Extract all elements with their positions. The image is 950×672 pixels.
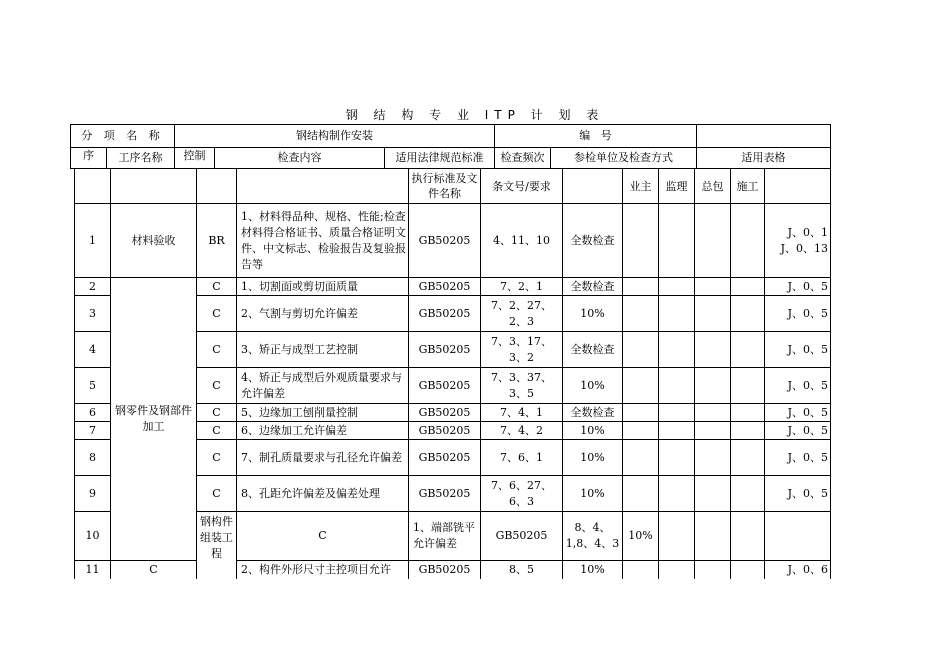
row-owner xyxy=(623,278,659,296)
sub-general: 总包 xyxy=(695,169,731,204)
row-constructor xyxy=(731,296,765,332)
sub-empty xyxy=(237,169,409,204)
col-freq: 检查频次 xyxy=(495,148,551,169)
row-std: GB50205 xyxy=(481,512,563,561)
row-freq: 10% xyxy=(563,296,623,332)
group-label: 材料验收 xyxy=(111,204,197,278)
row-form: J、0、6 xyxy=(765,561,831,579)
row-general xyxy=(695,476,731,512)
group-label: 钢零件及钢部件加工 xyxy=(111,278,197,561)
sub-clause: 条文号/要求 xyxy=(481,169,563,204)
row-supervisor xyxy=(659,368,695,404)
row-form: J、0、5 xyxy=(765,440,831,476)
row-seq: 11 xyxy=(75,561,111,579)
row-freq: 全数检查 xyxy=(563,404,623,422)
row-ctrl: C xyxy=(197,278,237,296)
value-bh xyxy=(697,125,831,148)
row-form: J、0、5 xyxy=(765,332,831,368)
row-seq: 9 xyxy=(75,476,111,512)
row-supervisor xyxy=(659,332,695,368)
row-std: GB50205 xyxy=(409,440,481,476)
row-std: GB50205 xyxy=(409,561,481,579)
row-clause: 7、4、1 xyxy=(481,404,563,422)
row-freq: 全数检查 xyxy=(563,332,623,368)
row-std: GB50205 xyxy=(409,204,481,278)
row-ctrl: C xyxy=(197,332,237,368)
col-units: 参检单位及检查方式 xyxy=(551,148,697,169)
page-title: 钢 结 构 专 业 ITP 计 划 表 xyxy=(345,108,605,122)
row-std: GB50205 xyxy=(409,296,481,332)
row-ctrl: C xyxy=(197,368,237,404)
row-freq: 10% xyxy=(563,440,623,476)
row-general xyxy=(695,332,731,368)
col-form: 适用表格 xyxy=(697,148,831,169)
row-owner xyxy=(623,422,659,440)
col-standard: 适用法律规范标准 xyxy=(385,148,495,169)
row-general xyxy=(695,204,731,278)
row-general xyxy=(695,422,731,440)
sub-owner: 业主 xyxy=(623,169,659,204)
row-content: 1、端部铣平允许偏差 xyxy=(409,512,481,561)
row-freq: 全数检查 xyxy=(563,278,623,296)
row-clause: 8、5 xyxy=(481,561,563,579)
row-supervisor xyxy=(659,561,695,579)
row-content: 5、边缘加工刨削量控制 xyxy=(237,404,409,422)
row-form: J、0、5 xyxy=(765,278,831,296)
row-ctrl: C xyxy=(197,404,237,422)
row-freq: 10% xyxy=(563,476,623,512)
row-constructor xyxy=(731,476,765,512)
row-supervisor xyxy=(659,204,695,278)
row-form: J、0、5 xyxy=(765,404,831,422)
row-seq: 2 xyxy=(75,278,111,296)
row-owner xyxy=(623,404,659,422)
row-std: GB50205 xyxy=(409,278,481,296)
row-constructor xyxy=(731,368,765,404)
row-content: 2、构件外形尺寸主控项目允许 xyxy=(237,561,409,579)
row-supervisor xyxy=(695,512,731,561)
itp-table xyxy=(74,168,831,579)
row-constructor xyxy=(731,422,765,440)
row-supervisor xyxy=(659,404,695,422)
sub-std-file: 执行标准及文件名称 xyxy=(409,169,481,204)
row-general xyxy=(695,440,731,476)
col-ctrl: 控制 xyxy=(175,148,215,169)
row-supervisor xyxy=(659,440,695,476)
row-ctrl: C xyxy=(111,561,197,579)
row-content: 4、矫正与成型后外观质量要求与允许偏差 xyxy=(237,368,409,404)
row-content: 1、材料得品种、规格、性能;检查材料得合格证书、质量合格证明文件、中文标志、检验报告及复验报告等 xyxy=(237,204,409,278)
row-owner xyxy=(623,332,659,368)
row-owner xyxy=(623,440,659,476)
row-constructor xyxy=(731,332,765,368)
row-freq: 10% xyxy=(563,561,623,579)
row-ctrl: C xyxy=(237,512,409,561)
row-supervisor xyxy=(659,476,695,512)
row-form: J、0、5 xyxy=(765,296,831,332)
row-general xyxy=(731,512,765,561)
row-constructor xyxy=(731,404,765,422)
row-ctrl: C xyxy=(197,440,237,476)
row-constructor xyxy=(731,440,765,476)
row-supervisor xyxy=(659,278,695,296)
row-content: 2、气割与剪切允许偏差 xyxy=(237,296,409,332)
row-clause: 8、4、1,8、4、3 xyxy=(563,512,623,561)
sub-empty xyxy=(197,169,237,204)
row-general xyxy=(695,404,731,422)
row-clause: 7、4、2 xyxy=(481,422,563,440)
row-owner xyxy=(623,476,659,512)
row-freq: 10% xyxy=(563,422,623,440)
row-seq: 4 xyxy=(75,332,111,368)
row-seq: 1 xyxy=(75,204,111,278)
row-seq: 10 xyxy=(75,512,111,561)
col-content: 检查内容 xyxy=(215,148,385,169)
sub-empty xyxy=(75,169,111,204)
row-clause: 7、3、37、3、5 xyxy=(481,368,563,404)
row-std: GB50205 xyxy=(409,368,481,404)
row-std: GB50205 xyxy=(409,404,481,422)
row-freq: 10% xyxy=(623,512,659,561)
row-clause: 7、3、17、3、2 xyxy=(481,332,563,368)
row-supervisor xyxy=(659,422,695,440)
row-content: 6、边缘加工允许偏差 xyxy=(237,422,409,440)
row-std: GB50205 xyxy=(409,422,481,440)
row-clause: 7、6、27、6、3 xyxy=(481,476,563,512)
row-general xyxy=(695,561,731,579)
row-seq: 5 xyxy=(75,368,111,404)
row-owner xyxy=(623,296,659,332)
row-clause: 7、6、1 xyxy=(481,440,563,476)
row-seq: 6 xyxy=(75,404,111,422)
row-owner xyxy=(659,512,695,561)
row-form: J、0、5 xyxy=(765,476,831,512)
row-supervisor xyxy=(659,296,695,332)
row-clause: 4、11、10 xyxy=(481,204,563,278)
row-content: 3、矫正与成型工艺控制 xyxy=(237,332,409,368)
sub-constructor: 施工 xyxy=(731,169,765,204)
row-ctrl: C xyxy=(197,422,237,440)
label-bh: 编 号 xyxy=(495,125,697,148)
row-general xyxy=(695,278,731,296)
group-label: 钢构件组装工程 xyxy=(197,512,237,579)
row-constructor xyxy=(731,561,765,579)
row-ctrl: C xyxy=(197,296,237,332)
row-content: 1、切割面或剪切面质量 xyxy=(237,278,409,296)
row-owner xyxy=(623,204,659,278)
row-constructor xyxy=(731,278,765,296)
row-form: J、0、1 J、0、13 xyxy=(765,204,831,278)
row-ctrl: C xyxy=(197,476,237,512)
header-table xyxy=(70,124,831,169)
row-constructor xyxy=(731,204,765,278)
row-seq: 3 xyxy=(75,296,111,332)
row-std: GB50205 xyxy=(409,476,481,512)
row-content: 7、制孔质量要求与孔径允许偏差 xyxy=(237,440,409,476)
row-clause: 7、2、27、2、3 xyxy=(481,296,563,332)
sub-empty xyxy=(563,169,623,204)
row-seq: 7 xyxy=(75,422,111,440)
row-freq: 全数检查 xyxy=(563,204,623,278)
col-process: 工序名称 xyxy=(107,148,175,169)
sub-supervisor: 监理 xyxy=(659,169,695,204)
row-form: J、0、5 xyxy=(765,422,831,440)
col-seq: 序 xyxy=(71,148,107,169)
row-owner xyxy=(623,368,659,404)
row-form: J、0、5 xyxy=(765,368,831,404)
row-freq: 10% xyxy=(563,368,623,404)
row-general xyxy=(695,296,731,332)
row-ctrl: BR xyxy=(197,204,237,278)
row-owner xyxy=(623,561,659,579)
sub-empty xyxy=(765,169,831,204)
row-constructor xyxy=(765,512,831,561)
row-std: GB50205 xyxy=(409,332,481,368)
label-fxmc: 分 项 名 称 xyxy=(71,125,175,148)
value-fxmc: 钢结构制作安装 xyxy=(175,125,495,148)
row-content: 8、孔距允许偏差及偏差处理 xyxy=(237,476,409,512)
sub-empty xyxy=(111,169,197,204)
row-clause: 7、2、1 xyxy=(481,278,563,296)
row-seq: 8 xyxy=(75,440,111,476)
row-general xyxy=(695,368,731,404)
